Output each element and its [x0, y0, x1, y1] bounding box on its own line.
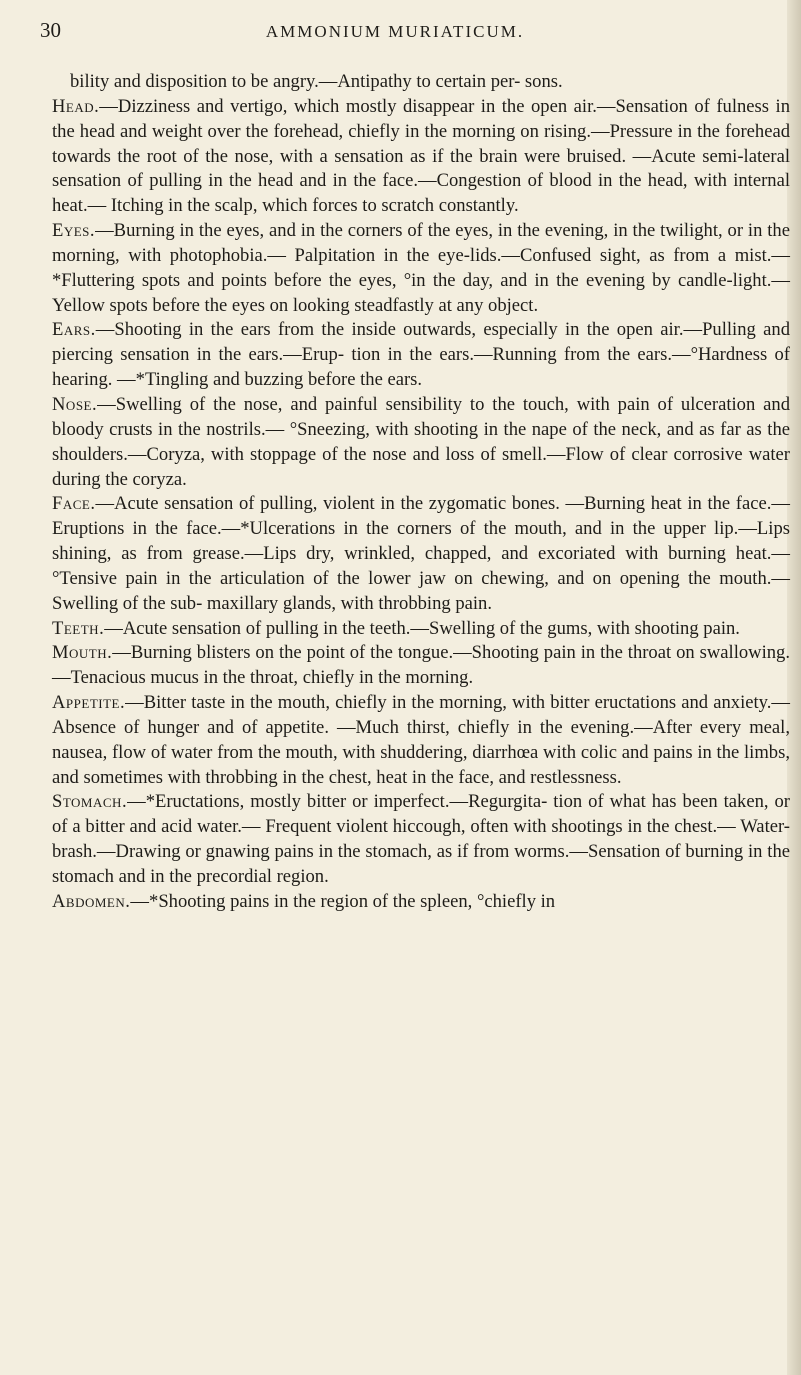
section-heading: Eyes. — [52, 220, 96, 242]
page-header — [40, 18, 750, 48]
section-heading: Ears. — [52, 319, 96, 341]
section-heading: Stomach. — [52, 791, 128, 813]
section-heading: Teeth. — [52, 617, 105, 639]
section-mouth — [52, 641, 790, 691]
section-text: —Swelling of the nose, and painful sensibility to the touch, with pain of ulceration and bloody crusts in the nostrils.— °Sneezing, with shooting in the nape of the neck, and as far as the shoulders.—Coryza, with stoppage of the nose and loss of smell.—Flow of clear corrosive water during the coryza. — [52, 393, 790, 490]
section-ears — [52, 318, 790, 393]
section-text: —*Eructations, mostly bitter or imperfect.—Regurgita- tion of what has been taken, or of a bitter and acid water.— Frequent violent hiccough, often with shootings in the chest.— Water-brash.—Drawing or gnawing pains in the stomach, as if from worms.—Sensation of burning in the stomach and in the precordial region. — [52, 791, 790, 887]
section-face — [52, 492, 790, 616]
section-eyes — [52, 219, 790, 318]
section-text: —Shooting in the ears from the inside outwards, especially in the open air.—Pulling and piercing sensation in the ears.—Erup- tion in the ears.—Running from the ears.—°Hardness of hearing. —*Tingling and buzzing before the ears. — [52, 319, 790, 391]
section-heading: Appetite. — [52, 692, 126, 714]
section-heading: Nose. — [52, 393, 98, 415]
page-body — [52, 70, 790, 915]
section-text: —Burning blisters on the point of the tongue.—Shooting pain in the throat on swallowing.—Tenacious mucus in the throat, chiefly in the morning. — [52, 642, 790, 689]
section-text: —Acute sensation of pulling in the teeth.—Swelling of the gums, with shooting pain. — [104, 617, 740, 639]
section-text: —Dizziness and vertigo, which mostly disappear in the open air.—Sensation of fulness in the head and weight over the forehead, chiefly in the morning on rising.—Pressure in the forehead towards the root of the nose, with a sensation as if the brain were bruised. —Acute semi-lateral sensation of pulling in the head and in the face.—Congestion of blood in the head, with internal heat.— Itching in the scalp, which forces to scratch constantly. — [52, 95, 790, 217]
section-nose — [52, 393, 790, 492]
section-heading: Head. — [52, 95, 100, 117]
section-teeth — [52, 617, 790, 642]
section-head — [52, 95, 790, 219]
section-heading: Face. — [52, 493, 96, 515]
section-text: bility and disposition to be angry.—Antipathy to certain per- sons. — [70, 71, 563, 92]
section-heading: Abdomen. — [52, 890, 131, 912]
continued-paragraph — [70, 70, 790, 95]
section-text: —Burning in the eyes, and in the corners of the eyes, in the evening, in the twilight, or in the morning, with photophobia.— Palpitation in the eye-lids.—Confused sight, as from a mist.— *Fluttering spots and points before the eyes, °in the day, and in the evening by candle-light.—Yellow spots before the eyes on looking steadfastly at any object. — [52, 220, 790, 316]
section-text: —*Shooting pains in the region of the spleen, °chiefly in — [130, 890, 556, 912]
running-title: AMMONIUM MURIATICUM. — [265, 22, 525, 41]
section-heading: Mouth. — [52, 642, 113, 664]
section-abdomen — [52, 890, 790, 915]
page-number: 30 — [40, 18, 61, 42]
section-text: —Acute sensation of pulling, violent in the zygomatic bones. —Burning heat in the face.—Eruptions in the face.—*Ulcerations in the corners of the mouth, and in the upper lip.—Lips shining, as from grease.—Lips dry, wrinkled, chapped, and excoriated with burning heat.—°Tensive pain in the articulation of the lower jaw on chewing, and on opening the mouth.—Swelling of the sub- maxillary glands, with throbbing pain. — [52, 493, 790, 614]
section-text: —Bitter taste in the mouth, chiefly in the morning, with bitter eructations and anxiety.—Absence of hunger and of appetite. —Much thirst, chiefly in the evening.—After every meal, nausea, flow of water from the mouth, with shuddering, diarrhœa with colic and pains in the limbs, and sometimes with throbbing in the chest, heat in the face, and restlessness. — [52, 692, 790, 788]
section-appetite — [52, 691, 790, 790]
section-stomach — [52, 790, 790, 889]
